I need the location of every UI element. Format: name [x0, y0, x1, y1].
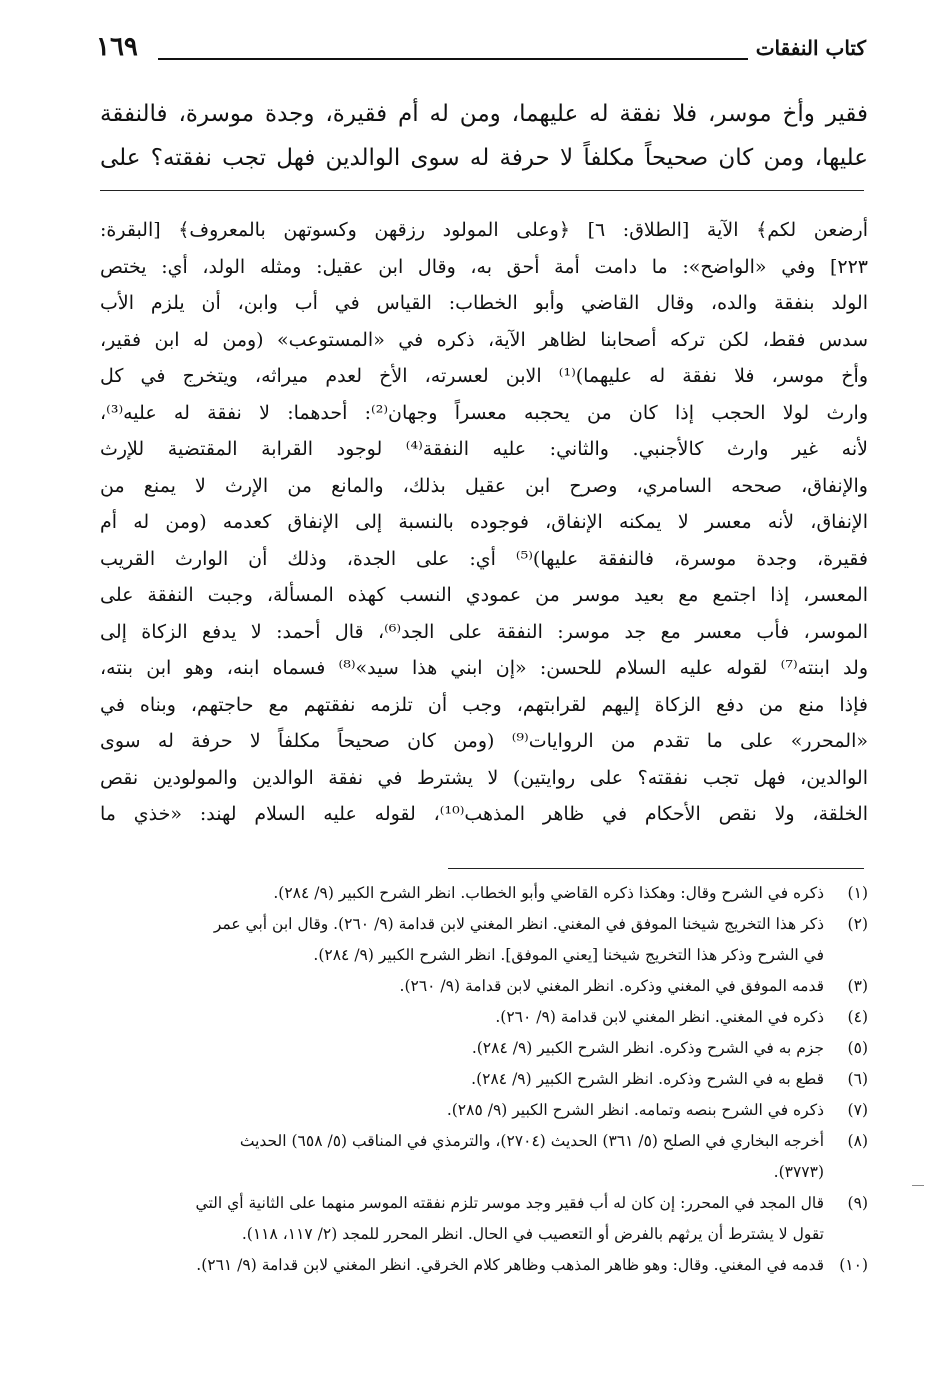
footnotes [96, 878, 868, 1281]
footnote-text: في الشرح وذكر هذا التخريج شيخنا [يعني الموفق]. انظر الشرح الكبير (٩/ ٢٨٤). [313, 946, 824, 964]
footnote-number: (٨) [847, 1132, 868, 1150]
footnote-number: (٤) [847, 1008, 868, 1026]
footnote-text: (٣٧٧٣). [773, 1163, 824, 1181]
commentary-line: فإذا منع من دفع الزكاة إليهم لقرابتهم، وجب أن تلزمه نفقتهم مع حاجتهم، وبناه في [100, 693, 868, 716]
page-number: ١٦٩ [96, 32, 138, 62]
commentary-line: والإنفاق، صححه السامري، وصرح ابن عقيل بذلك، والمانع من الإرث لا يمنع من [100, 474, 868, 497]
footnote-text: تقول لا يشترط أن يرثهم بالفرض أو التعصيب في الحال. انظر المحرر للمجد (٢/ ١١٧، ١١٨). [241, 1225, 824, 1243]
footnote-number: (١٠) [839, 1256, 868, 1274]
commentary-line: الخلقة، ولا نقص الأحكام في ظاهر المذهب⁽¹⁰⁾، لقوله عليه السلام لهند: «خذي ما [100, 803, 868, 825]
footnote-number: (١) [847, 884, 868, 902]
commentary [100, 212, 868, 833]
footnote-text: ذكره في الشرح وقال: وهكذا ذكره القاضي وأبو الخطاب. انظر الشرح الكبير (٩/ ٢٨٤). [273, 884, 824, 902]
footnote-number: (٦) [847, 1070, 868, 1088]
footnote-number: (٩) [847, 1194, 868, 1212]
commentary-line: وأخ موسر، فلا نفقة له عليهما)⁽¹⁾ الابن لعسرته، الأخ لعدم ميراثه، ويتخرج في كل [100, 365, 868, 387]
main-text [100, 92, 868, 180]
commentary-line: ولد ابنته⁽⁷⁾ لقوله عليه السلام للحسن: «إن ابني هذا سيد»⁽⁸⁾ فسماه ابنه، وهو ابن بنته، [100, 657, 868, 679]
footnote-text: أخرجه البخاري في الصلح (٥/ ٣٦١) الحديث (٢٧٠٤)، والترمذي في المناقب (٥/ ٦٥٨) الحديث [239, 1132, 824, 1150]
commentary-line: «المحرر» على ما تقدم من الروايات⁽⁹⁾ (ومن كان صحيحاً مكلفاً لا حرفة له سوى [100, 730, 868, 752]
footnote-text: ذكره في الشرح بنصه وتمامه. انظر الشرح الكبير (٩/ ٢٨٥). [446, 1101, 824, 1119]
commentary-line: الموسر، فأب معسر مع جد موسر: النفقة على الجد⁽⁶⁾، قال أحمد: لا يدفع الزكاة إلى [100, 620, 868, 643]
footnote [96, 1064, 868, 1095]
footnote [96, 971, 868, 1002]
commentary-line: ٢٢٣] وفي «الواضح»: ما دامت أمة أحق به، وقال ابن عقيل: ومثله الولد، أي: يختص [100, 255, 868, 278]
commentary-line: فقيرة، وجدة موسرة، فالنفقة عليها)⁽⁵⁾ أي: على الجدة، وذلك أن الوارث القريب [100, 547, 868, 570]
footnote-number: (٢) [847, 915, 868, 933]
footnote [96, 878, 868, 909]
main-text-line: عليها، ومن كان صحيحاً مكلفاً لا حرفة له سوى الوالدين فهل تجب نفقته؟ على [100, 145, 868, 171]
commentary-line: الإنفاق، لأنه معسر لا يمكنه الإنفاق، فوجوده بالنسبة إلى الإنفاق كعدمه (ومن له أم [100, 511, 868, 533]
footnote [96, 1002, 868, 1033]
text-separator [100, 190, 864, 191]
footnote-number: (٧) [847, 1101, 868, 1119]
commentary-line: سدس فقط، لكن تركه أصحابنا لظاهر الآية، ذكره في «المستوعب» (ومن له ابن فقير، [100, 328, 868, 351]
footnote-text: ذكر هذا التخريج شيخنا الموفق في المغني. انظر المغني لابن قدامة (٩/ ٢٦٠). وقال ابن أبي عمر [213, 915, 824, 933]
commentary-line: الوالدين، فهل تجب نفقته؟ على روايتين) لا يشترط في نفقة الوالدين والمولودين نقص [100, 766, 868, 789]
main-text-line: فقير وأخ موسر، فلا نفقة له عليهما، ومن له أم فقيرة، وجدة موسرة، فالنفقة [100, 101, 868, 127]
footnote-text: قدمه الموفق في المغني وذكره. انظر المغني لابن قدامة (٩/ ٢٦٠). [399, 977, 824, 995]
footnote-text: ذكره في المغني. انظر المغني لابن قدامة (٩/ ٢٦٠). [495, 1008, 824, 1026]
commentary-line: الولد بنفقة والده، وقال القاضي وأبو الخطاب: القياس في أب وابن، أن يلزم الأب [100, 292, 868, 314]
footnote-rule [448, 868, 864, 869]
footnote-number: (٣) [847, 977, 868, 995]
commentary-line: أرضعن لكم﴾ الآية [الطلاق: ٦] ﴿وعلى المولود رزقهن وكسوتهن بالمعروف﴾ [البقرة: [100, 219, 868, 241]
footnote-text: قدمه في المغني. وقال: وهو ظاهر المذهب وظاهر كلام الخرقي. انظر المغني لابن قدامة (٩/ ٢٦١). [196, 1256, 824, 1274]
footnote-text: جزم به في الشرح وذكره. انظر الشرح الكبير (٩/ ٢٨٤). [471, 1039, 824, 1057]
footnote-number: (٥) [847, 1039, 868, 1057]
footnote [96, 1126, 868, 1188]
footnote [96, 1188, 868, 1250]
footnote [96, 1250, 868, 1281]
page-header [96, 30, 866, 70]
commentary-line: المعسر، إذا اجتمع مع بعيد موسر من عمودي النسب كهذه المسألة، وجبت النفقة على [100, 584, 868, 606]
commentary-line: لأنه غير وارث كالأجنبي. والثاني: عليه النفقة⁽⁴⁾ لوجود القرابة المقتضية للإرث [100, 438, 868, 460]
footnote [96, 1033, 868, 1064]
footnote-text: قال المجد في المحرر: إن كان له أب فقير وجد موسر تلزم نفقته الموسر منهما على الثانية أي التي [195, 1194, 824, 1212]
margin-mark [912, 1185, 924, 1186]
footnote [96, 909, 868, 971]
book-title: كتاب النفقات [755, 36, 866, 60]
header-rule [158, 58, 748, 60]
footnote-text: قطع به في الشرح وذكره. انظر الشرح الكبير (٩/ ٢٨٤). [471, 1070, 824, 1088]
footnote [96, 1095, 868, 1126]
commentary-line: وارث لولا الحجب إذا كان من يحجبه معسراً وجهان⁽²⁾: أحدهما: لا نفقة له عليه⁽³⁾، [100, 401, 868, 424]
